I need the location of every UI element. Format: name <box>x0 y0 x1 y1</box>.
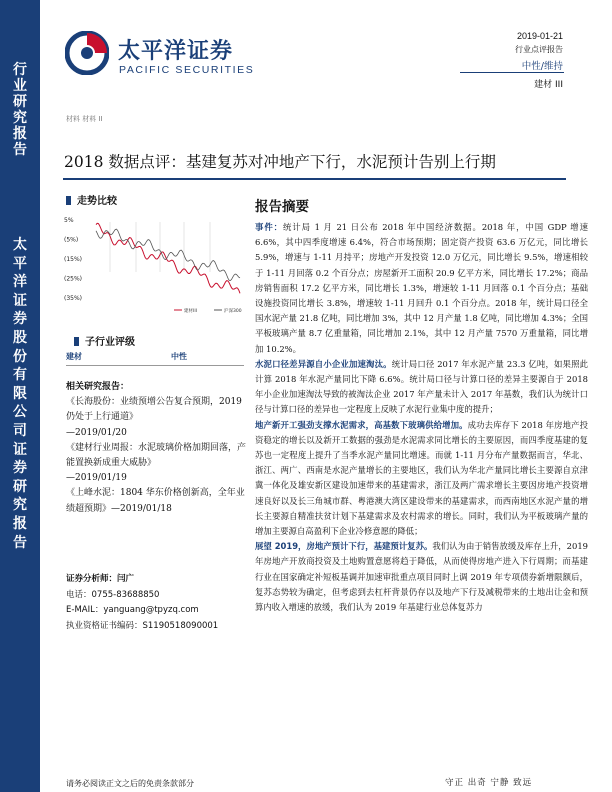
sidebar-top-label: 行 业 研 究 报 告 <box>13 62 27 158</box>
related-item[interactable]: 《上峰水泥：1804 华东价格创新高，全年业绩超预期》—2019/01/18 <box>66 488 245 514</box>
summary-paragraph: 展望 2019，房地产预计下行，基建预计复苏。我们认为由于销售放缓及库存上升，2019 年房地产开放商投资及土地购置意愿将趋于降低，从而使得房地产进入下行周期；而基建行业在国家确定补短板基调并加速审批重点项目同时上调 2019 年专项债券新增限额后，复苏态势较为确定，但考虑到去杠杆背景仍存以及地产下行及减税带来的土地出让金和预算内收入增速的放缓，我们认为 2019 年基建行业总体复苏力 <box>255 541 588 613</box>
breadcrumb: 材料 材料 II <box>66 115 103 123</box>
summary-body <box>255 220 588 615</box>
y-tick-label: (25%) <box>64 275 83 283</box>
analyst-email[interactable]: E-MAIL：yanguang@tpyzq.com <box>66 605 199 615</box>
analyst-phone: 电话：0755-83688850 <box>66 589 160 600</box>
summary-paragraph: 事件：统计局 1 月 21 日公布 2018 年中国经济数据。2018 年，中国 GDP 增速 6.6%，其中四季度增速 6.4%，符合市场预期；固定资产投资 63.6 万亿元，同比增长 5.9%，增速与 1-11 月持平；房地产开发投资 12.0 万亿元，同比增长 9.5%，增速相较于 1-11 月回落 0.2 个百分点；房屋新开工面积 20.9 亿平方米，同比增长 17.2%；商品房销售面积 17.2 亿平方米，同比增长 1.3%，增速较 1-11 月回落 0.1 个百分点；基础设施投资同比增长 3.8%，增速较 1-11 月回升 0.1 个百分点。2018 年，统计局口径全国水泥产量 21.8 亿吨，同比增加 3%，其中 12 月产量 1.8 亿吨，同比增加 4.3%；全国平板玻璃产量 8.7 亿重量箱，同比增加 2.1%，其中 12 月产量 7570 万重量箱，同比增加 10.2%。 <box>255 222 588 354</box>
series-line-industry <box>96 223 240 293</box>
y-tick-label: 5% <box>64 217 74 224</box>
sub-rating-row <box>66 351 244 362</box>
y-tick-label: (35%) <box>64 295 83 302</box>
section-marker-icon <box>74 337 79 346</box>
y-tick-label: (15%) <box>64 256 83 263</box>
related-date: —2019/01/19 <box>66 473 127 484</box>
section-marker-icon <box>66 196 71 205</box>
trend-chart <box>64 212 254 322</box>
related-item[interactable]: 《长海股份：业绩预增公告复合预期，2019 仍处于上行通道》 <box>66 397 242 423</box>
sub-rating-heading: 子行业评级 <box>74 333 135 348</box>
rating-divider <box>66 365 244 366</box>
summary-paragraph: 地产新开工强劲支撑水泥需求，高基数下玻璃供给增加。成功去库存下 2018 年房地产投资稳定的增长以及新开工数据的强劲是水泥需求同比增长的主要原因，而四季度基建的复苏也一定程度上提升了当季水泥产量同比增速。而就 1-11 月分布产量数据而言，华北、浙江、两广、西南是水泥产量增长的主要地区，我们认为华北产量同比增长主要源自京津冀一体化及雄安新区建设加速带来的基建需求，浙江及两广需求增长主要因房地产投资增速良好以及长三角城市群、粤港澳大湾区建设带来的基建需求，而西南地区水泥产量的增长主要源自精准扶贫计划下基建需求及农村需求的增长。同时，我们认为平板玻璃产量的增加主要源自高盈利下企业冷修意愿的降低； <box>255 419 589 537</box>
analyst-license: 执业资格证书编码：S1190518090001 <box>66 620 219 631</box>
related-reports <box>66 380 249 517</box>
legend-label: 建材III <box>184 309 197 314</box>
report-type: 行业点评报告 <box>515 45 563 54</box>
title-divider <box>63 178 566 180</box>
footer-motto: 守正 出奇 宁静 致远 <box>445 778 533 788</box>
page-title: 2018 数据点评：基建复苏对冲地产下行，水泥预计告别上行期 <box>64 153 496 171</box>
legend-label: 沪深300 <box>224 309 242 314</box>
trend-heading: 走势比较 <box>66 192 117 207</box>
header-divider <box>460 72 564 73</box>
sidebar-company-label: 太 平 洋 证 券 股 份 有 限 公 司 证 券 研 究 报 告 <box>13 237 27 551</box>
related-date: —2019/01/20 <box>66 427 127 438</box>
company-logo-icon <box>65 31 109 75</box>
related-heading: 相关研究报告： <box>66 382 130 392</box>
analyst-info <box>66 572 249 634</box>
sub-industry-name: 建材 <box>66 352 82 361</box>
brand-name-en: PACIFIC SECURITIES <box>119 64 255 76</box>
report-date: 2019-01-21 <box>516 31 563 41</box>
brand-name-cn: 太平洋证券 <box>118 39 234 64</box>
analyst-name: 证券分析师：闫广 <box>66 574 135 584</box>
industry-rating: 中性/维持 <box>521 61 563 72</box>
sector-label: 建材 III <box>534 80 563 90</box>
footer-disclaimer: 请务必阅读正文之后的免责条款部分 <box>66 779 194 788</box>
summary-heading: 报告摘要 <box>255 199 309 215</box>
related-item[interactable]: 《建材行业周报：水泥玻璃价格加期回落，产能置换新成重大威胁》 <box>66 442 247 469</box>
sub-industry-rating: 中性 <box>171 352 187 361</box>
series-line-index <box>96 229 240 281</box>
summary-paragraph: 水泥口径差异源自小企业加速淘汰。统计局口径 2017 年水泥产量 23.3 亿吨，如果照此计算 2018 年水泥产量同比下降 6.6%。统计局口径与计算口径的差异主要源自于 2018 年小企业加速淘汰导致的被淘汰企业 2017 年产量未计入 2017 年基数，我们认为统计口径与计算口径的差异也一定程度上反映了水泥行业集中度的提升； <box>255 358 589 415</box>
vertical-sidebar <box>0 0 40 792</box>
y-tick-label: (5%) <box>64 236 79 244</box>
